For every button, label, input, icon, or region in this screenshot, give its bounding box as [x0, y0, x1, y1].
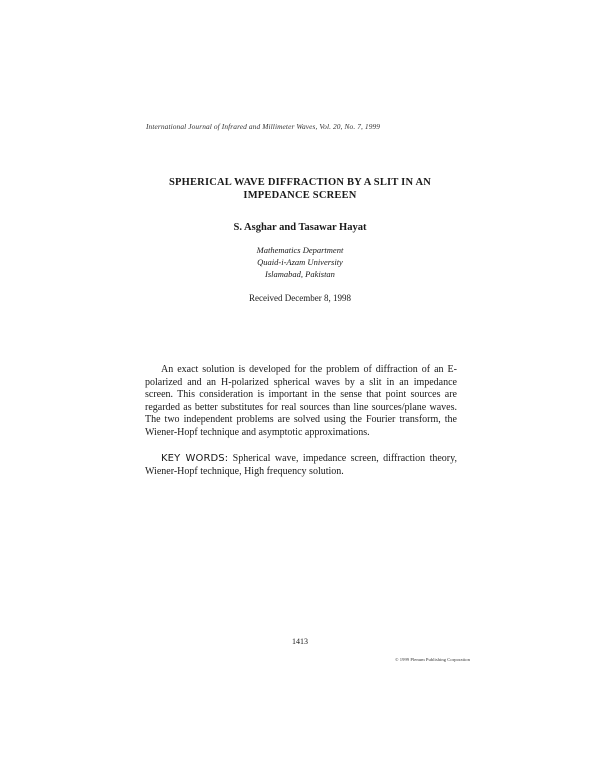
page-number: 1413 — [292, 637, 308, 646]
paper-title — [120, 176, 480, 202]
keywords — [145, 453, 457, 478]
copyright-notice: © 1999 Plenum Publishing Corporation — [395, 657, 470, 662]
abstract: An exact solution is developed for the problem of diffraction of an E-polarized and an H-polarized spherical waves by a slit in an impedance screen. This consideration is important in the sense that point sources are regarded as better substitutes for real sources than line sources/plane waves. The two independent problems are solved using the Fourier transform, the Wiener-Hopf technique and asymptotic approximations. — [145, 364, 457, 438]
keywords-text: Spherical wave, impedance screen, diffraction theory, Wiener-Hopf technique, High frequency solution. — [145, 453, 457, 477]
title-line-1: SPHERICAL WAVE DIFFRACTION BY A SLIT IN AN — [168, 177, 432, 188]
journal-header: International Journal of Infrared and Millimeter Waves, Vol. 20, No. 7, 1999 — [146, 122, 381, 131]
keywords-label: KEY WORDS: — [161, 453, 229, 464]
affiliation-location: Islamabad, Pakistan — [265, 269, 335, 279]
affiliation-department: Mathematics Department — [256, 245, 344, 255]
authors: S. Asghar and Tasawar Hayat — [233, 222, 367, 233]
affiliation-university: Quaid-i-Azam University — [257, 257, 343, 267]
affiliation — [160, 244, 440, 280]
received-date: Received December 8, 1998 — [249, 293, 351, 303]
title-line-2: IMPEDANCE SCREEN — [243, 190, 357, 201]
